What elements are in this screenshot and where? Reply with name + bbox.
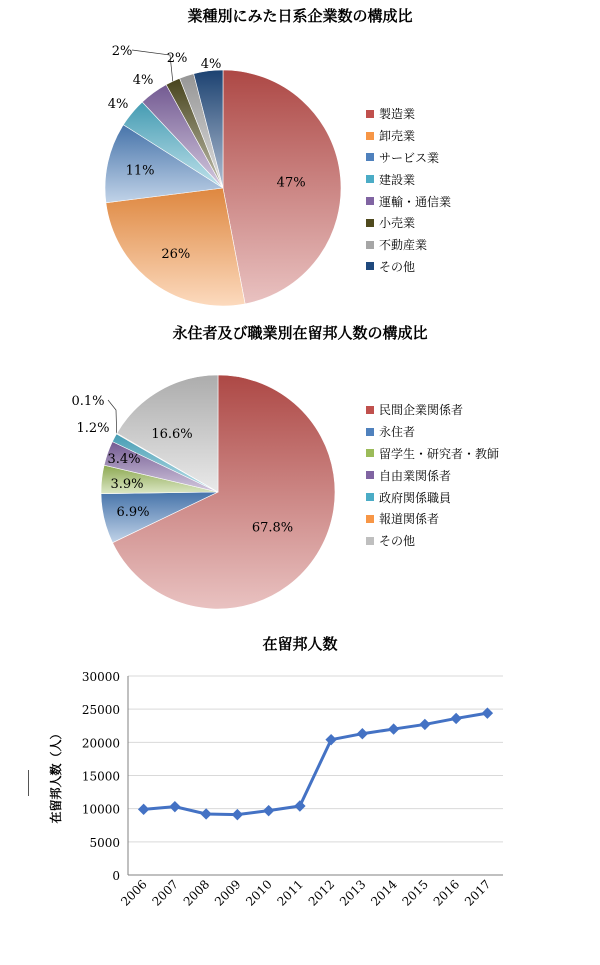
pie-data-label: 16.6% <box>151 427 193 442</box>
legend-item <box>366 421 499 443</box>
residents-line-chart <box>0 625 600 965</box>
y-tick-label: 0 <box>112 869 120 883</box>
industry-legend <box>366 103 451 277</box>
divider-line <box>28 770 29 796</box>
legend-label: 運輸・通信業 <box>379 194 452 209</box>
data-point-marker <box>357 729 367 739</box>
y-tick-label: 10000 <box>81 802 120 817</box>
pie-data-label: 3.4% <box>107 452 141 467</box>
legend-swatch <box>366 537 374 545</box>
y-tick-label: 15000 <box>81 769 120 784</box>
legend-swatch <box>366 406 374 414</box>
data-point-marker <box>201 809 211 819</box>
legend-label: 報道関係者 <box>379 512 440 527</box>
legend-label: 政府関係職員 <box>379 490 452 505</box>
y-tick-label: 25000 <box>81 703 120 718</box>
pie-data-label: 67.8% <box>251 520 294 536</box>
legend-swatch <box>366 515 374 523</box>
data-point-marker <box>451 713 461 723</box>
legend-item <box>366 168 451 190</box>
industry-pie-svg <box>0 0 600 320</box>
legend-swatch <box>366 175 374 183</box>
legend-label: 自由業関係者 <box>379 468 452 483</box>
legend-item <box>366 508 499 530</box>
pie-data-label: 4% <box>107 97 129 112</box>
pie-data-label: 2% <box>111 44 133 59</box>
legend-swatch <box>366 471 374 479</box>
pie-data-label: 3.9% <box>110 477 144 492</box>
legend-item <box>366 125 451 147</box>
legend-item <box>366 464 499 486</box>
legend-label: 留学生・研究者・教師 <box>379 446 500 461</box>
residents-line-svg <box>0 625 600 965</box>
pie-data-label: 4% <box>132 73 154 88</box>
y-tick-label: 20000 <box>81 736 120 751</box>
legend-label: 小売業 <box>379 216 416 231</box>
y-tick-label: 5000 <box>89 835 120 850</box>
legend-label: 卸売業 <box>379 129 416 144</box>
legend-swatch <box>366 262 374 270</box>
data-point-marker <box>389 724 399 734</box>
data-point-marker <box>264 806 274 816</box>
x-tick-label: 2013 <box>336 877 369 909</box>
legend-item <box>366 256 451 278</box>
pie-data-label: 6.9% <box>116 505 150 520</box>
legend-swatch <box>366 241 374 249</box>
legend-swatch <box>366 132 374 140</box>
pie-data-label: 47% <box>276 175 306 191</box>
legend-item <box>366 399 499 421</box>
residents-pie-svg <box>0 320 600 620</box>
legend-item <box>366 212 451 234</box>
legend-label: サービス業 <box>379 150 440 165</box>
data-point-marker <box>170 802 180 812</box>
data-point-marker <box>139 804 149 814</box>
x-tick-label: 2016 <box>430 877 463 909</box>
legend-label: 永住者 <box>379 425 416 440</box>
legend-swatch <box>366 449 374 457</box>
legend-label: 民間企業関係者 <box>379 403 464 418</box>
x-tick-label: 2015 <box>399 877 431 909</box>
legend-swatch <box>366 153 374 161</box>
legend-swatch <box>366 197 374 205</box>
x-tick-label: 2012 <box>305 877 338 909</box>
x-tick-label: 2007 <box>149 877 181 909</box>
legend-label: その他 <box>379 259 416 274</box>
x-tick-label: 2014 <box>368 877 400 909</box>
residents-pie-chart <box>0 320 600 620</box>
chart-title: 在留邦人数 <box>262 635 338 653</box>
legend-item <box>366 103 451 125</box>
residents-legend <box>366 399 499 552</box>
legend-item <box>366 530 499 552</box>
x-tick-label: 2011 <box>274 877 306 909</box>
data-point-marker <box>295 801 305 811</box>
data-point-marker <box>232 810 242 820</box>
pie-data-label: 4% <box>200 57 222 72</box>
pie-data-label: 0.1% <box>71 394 105 409</box>
legend-swatch <box>366 493 374 501</box>
legend-item <box>366 443 499 465</box>
legend-item <box>366 234 451 256</box>
legend-label: 建設業 <box>379 172 416 187</box>
chart-title: 永住者及び職業別在留邦人数の構成比 <box>172 324 428 342</box>
x-tick-label: 2008 <box>180 877 213 909</box>
x-tick-label: 2017 <box>461 877 494 909</box>
industry-pie-chart <box>0 0 600 320</box>
data-point-marker <box>420 719 430 729</box>
pie-data-label: 1.2% <box>76 421 110 436</box>
legend-label: その他 <box>379 534 416 549</box>
y-axis-label: 在留邦人数（人） <box>49 727 63 824</box>
legend-swatch <box>366 219 374 227</box>
x-tick-label: 2009 <box>211 877 244 909</box>
legend-item <box>366 486 499 508</box>
legend-label: 不動産業 <box>379 238 428 253</box>
pie-data-label: 11% <box>125 163 155 179</box>
pie-data-label: 2% <box>166 51 188 66</box>
series-line <box>144 713 488 814</box>
legend-label: 製造業 <box>379 107 416 122</box>
legend-swatch <box>366 428 374 436</box>
x-tick-label: 2010 <box>243 877 275 909</box>
pie-data-label: 26% <box>161 246 191 262</box>
legend-swatch <box>366 110 374 118</box>
chart-title: 業種別にみた日系企業数の構成比 <box>187 7 413 25</box>
data-point-marker <box>326 735 336 745</box>
legend-item <box>366 147 451 169</box>
x-tick-label: 2006 <box>118 877 150 909</box>
y-tick-label: 30000 <box>81 670 120 684</box>
legend-item <box>366 190 451 212</box>
